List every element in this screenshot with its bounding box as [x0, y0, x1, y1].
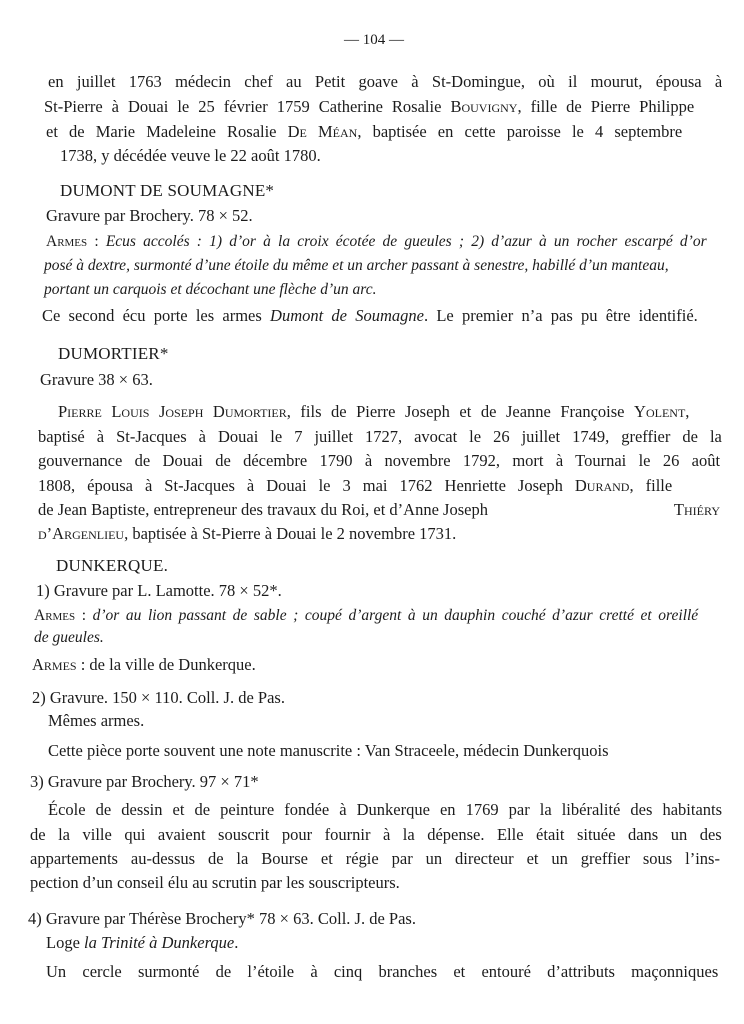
s2-line-4: 1808, épousa à St-Jacques à Douai le 3 mai 1762 Henriette Joseph Durand, fille [38, 476, 673, 495]
section-title-dumortier: DUMORTIER* [58, 344, 169, 363]
s3-item-3-line-2: de la ville qui avaient souscrit pour fournir à la dépense. Elle était située dans un des [30, 825, 722, 844]
s1-armes-line-2: posé à dextre, surmonté d’une étoile du même et un archer passant à senestre, habillé d’un manteau, [44, 257, 669, 274]
surname-bouvigny: Bouvigny [450, 97, 518, 116]
s3-item-2: 2) Gravure. 150 × 110. Coll. J. de Pas. [32, 688, 285, 707]
s3-item-3: 3) Gravure par Brochery. 97 × 71* [30, 772, 259, 791]
s2-line-5: de Jean Baptiste, entrepreneur des travaux du Roi, et d’Anne Joseph Thiéry [38, 500, 720, 519]
s3-item-2-line-a: Mêmes armes. [48, 711, 145, 730]
intro-line-4: 1738, y décédée veuve le 22 août 1780. [60, 146, 321, 165]
intro-line-1: en juillet 1763 médecin chef au Petit goave à St-Domingue, où il mourut, épousa à [48, 72, 723, 91]
s1-note: Ce second écu porte les armes Dumont de Soumagne. Le premier n’a pas pu être identifié. [42, 306, 698, 325]
s2-line-2: baptisé à St-Jacques à Douai le 7 juillet 1727, avocat le 26 juillet 1749, greffier de la [38, 427, 722, 446]
s3-item-3-line-1: École de dessin et de peinture fondée à Dunkerque en 1769 par la libéralité des habitants [48, 800, 723, 819]
s3-item-1-armes-line-2: de gueules. [34, 629, 104, 646]
s3-item-4-line-a: Loge la Trinité à Dunkerque. [46, 933, 239, 952]
page-number: — 104 — [344, 32, 404, 48]
section-title-dunkerque: DUNKERQUE. [56, 556, 169, 575]
s2-line-1: Pierre Louis Joseph Dumortier, fils de Pierre Joseph et de Jeanne Françoise Yolent, [58, 402, 690, 421]
s3-item-3-line-4: pection d’un conseil élu au scrutin par les souscripteurs. [30, 873, 400, 892]
s3-item-4: 4) Gravure par Thérèse Brochery* 78 × 63. Coll. J. de Pas. [28, 909, 416, 928]
s3-item-4-line-b: Un cercle surmonté de l’étoile à cinq branches et entouré d’attributs maçonniques [46, 962, 719, 981]
s1-armes-line-3: portant un carquois et décochant une flèche d’un arc. [44, 281, 377, 298]
s3-item-1: 1) Gravure par L. Lamotte. 78 × 52*. [36, 581, 282, 600]
s3-item-1-armes-line-1: Armes : d’or au lion passant de sable ; coupé d’argent à un dauphin couché d’azur cretté et oreillé [34, 607, 699, 624]
s1-gravure: Gravure par Brochery. 78 × 52. [46, 206, 253, 225]
s2-gravure: Gravure 38 × 63. [40, 370, 153, 389]
s2-line-6: d’Argenlieu, baptisée à St-Pierre à Douai le 2 novembre 1731. [38, 524, 457, 543]
s2-line-3: gouvernance de Douai de décembre 1790 à novembre 1792, mort à Tournai le 26 août [38, 451, 721, 470]
s3-item-3-line-3: appartements au-dessus de la Bourse et régie par un directeur et un greffier sous l’ins- [30, 849, 720, 868]
section-title-dumont-de-soumagne: DUMONT DE SOUMAGNE* [60, 181, 275, 200]
s1-armes-line-1: Armes : Ecus accolés : 1) d’or à la croix écotée de gueules ; 2) d’azur à un rocher escarpé d’or [46, 233, 707, 250]
s3-item-1-armes-ville: Armes : de la ville de Dunkerque. [32, 655, 256, 674]
surname-de-mean: De Méan [287, 122, 358, 141]
intro-line-3: et de Marie Madeleine Rosalie De Méan, baptisée en cette paroisse le 4 septembre [46, 122, 683, 141]
s3-item-2-line-b: Cette pièce porte souvent une note manuscrite : Van Straceele, médecin Dunkerquois [48, 741, 609, 760]
intro-line-2: St-Pierre à Douai le 25 février 1759 Catherine Rosalie Bouvigny, fille de Pierre Philippe [44, 97, 695, 116]
